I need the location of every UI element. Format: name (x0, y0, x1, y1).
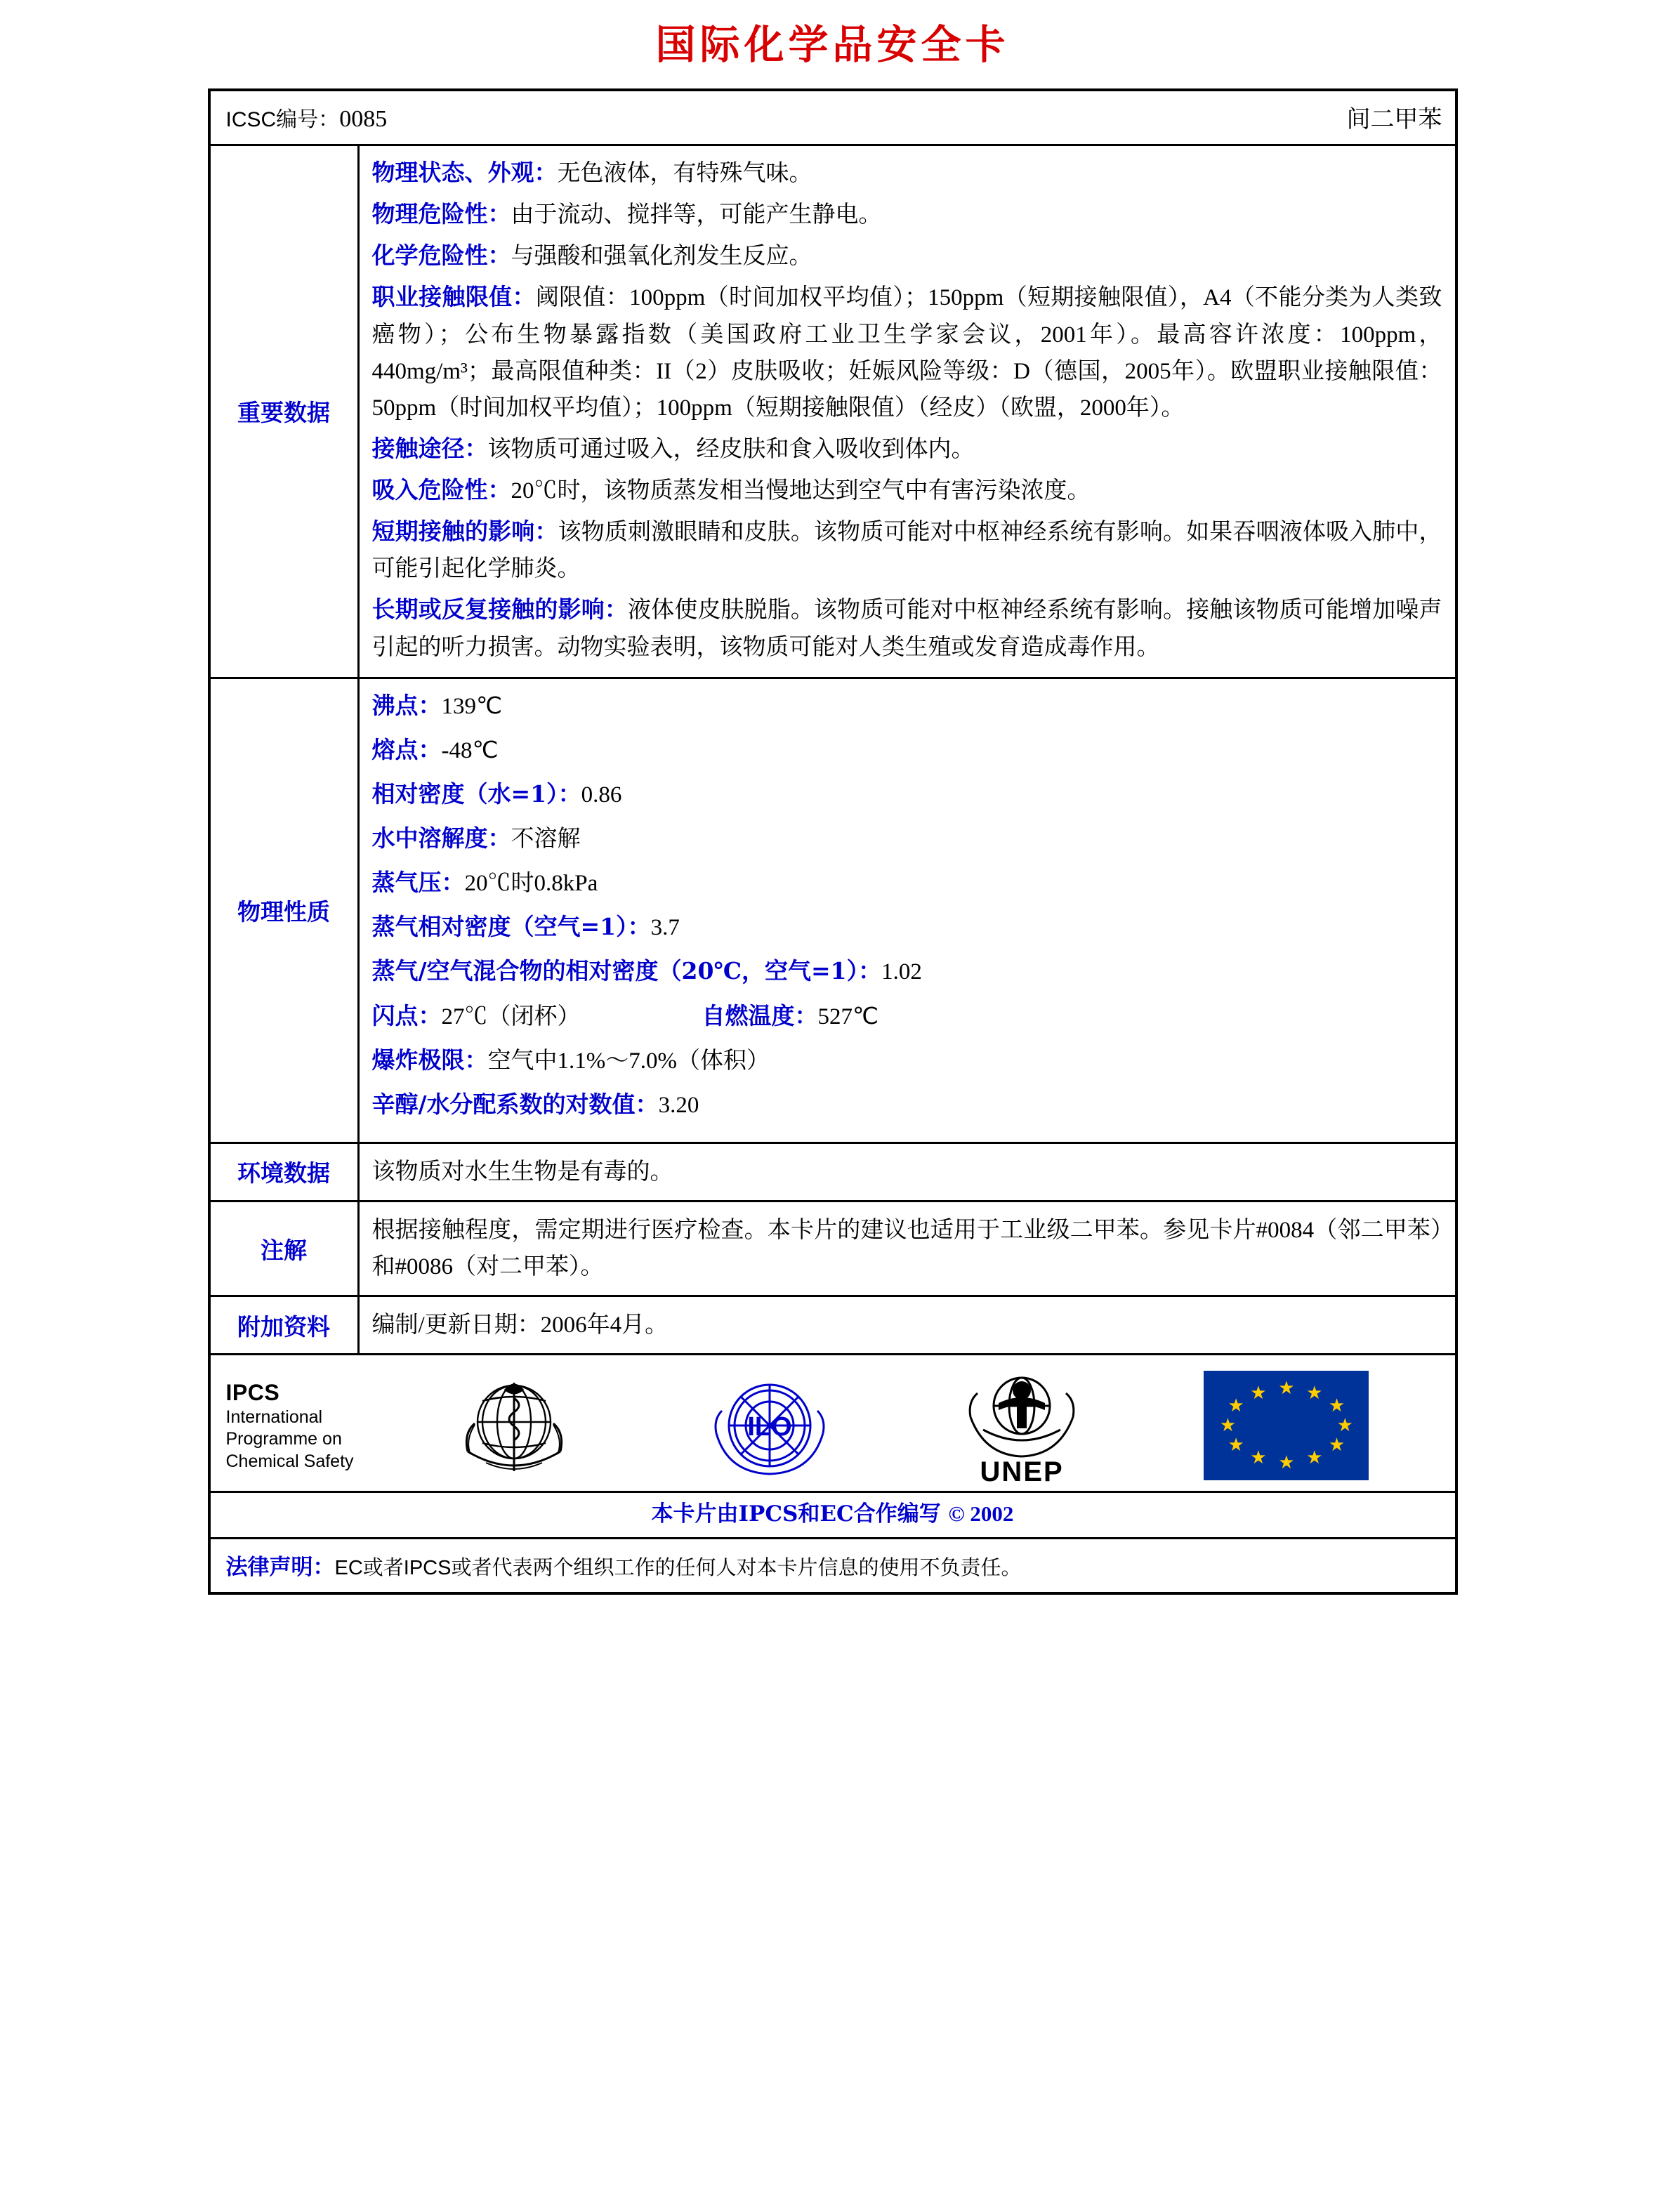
item-value: 20℃时，该物质蒸发相当慢地达到空气中有害污染浓度。 (511, 478, 1091, 503)
data-item (372, 1042, 1442, 1079)
copyright-text: © 2002 (948, 1501, 1014, 1527)
ipcs-line3: Chemical Safety (225, 1451, 354, 1471)
item-value: 3.20 (658, 1092, 699, 1118)
data-item (372, 953, 1442, 990)
section-content-notes (360, 1202, 1455, 1295)
section-notes (211, 1202, 1455, 1297)
item-value: 1.02 (881, 959, 922, 985)
item-value: 阈限值：100ppm（时间加权平均值）；150ppm（短期接触限值），A4（不能分类为人类致癌物）；公布生物暴露指数（美国政府工业卫生学家会议，2001年）。最高容许浓度：100ppm，440mg/m³；最高限值种类：II（2）皮肤吸收；妊娠风险等级：D（德国，2005年）。欧盟职业接触限值：50ppm（时间加权平均值）；100ppm（短期接触限值）（经皮）（欧盟，2000年）。 (371, 285, 1442, 421)
data-item (372, 513, 1442, 587)
ipcs-abbr: IPCS (225, 1380, 280, 1405)
item-key: 沸点： (371, 691, 442, 719)
data-item (372, 820, 1442, 857)
item-key: 物理危险性： (371, 200, 511, 228)
icsc-label: ICSC编号： (225, 107, 340, 131)
item-value: 3.7 (650, 915, 680, 941)
item-value: 空气中1.1%～7.0%（体积） (487, 1048, 770, 1074)
item-key: 蒸气/空气混合物的相对密度（20℃，空气=1）： (371, 957, 882, 985)
data-item (372, 279, 1442, 426)
section-label-notes: 注解 (211, 1202, 360, 1295)
section-label-environmental-data: 环境数据 (211, 1144, 360, 1200)
environmental-data-text: 该物质对水生生物是有毒的。 (371, 1159, 673, 1185)
data-item (372, 687, 1442, 725)
item-value: 与强酸和强氧化剂发生反应。 (511, 244, 812, 270)
icsc-number: 0085 (339, 105, 388, 132)
logo-strip (386, 1362, 1455, 1488)
unep-label: UNEP (980, 1456, 1064, 1488)
item-value: 该物质刺激眼睛和皮肤。该物质可能对中枢神经系统有影响。如果吞咽液体吸入肺中，可能引起化学肺炎。 (371, 520, 1442, 582)
svg-text:ILO: ILO (747, 1411, 792, 1442)
data-item (372, 196, 1442, 233)
item-value: -48℃ (441, 737, 499, 763)
page-title: 国际化学品安全卡 (655, 21, 1010, 68)
substance-name: 间二甲苯 (1346, 107, 1442, 133)
ipcs-line1: International (225, 1407, 323, 1427)
item-key: 相对密度（水=1）： (371, 779, 581, 808)
card-header (211, 91, 1455, 146)
item-key: 爆炸极限： (371, 1046, 488, 1074)
item-key: 职业接触限值： (371, 283, 536, 311)
item-key: 水中溶解度： (371, 824, 511, 852)
legal-notice (211, 1539, 1455, 1592)
section-content-important-data (360, 146, 1455, 677)
credit-text: 本卡片由IPCS和EC合作编写 (651, 1501, 941, 1527)
data-item (372, 776, 1442, 813)
section-label-additional-info: 附加资料 (211, 1297, 360, 1353)
data-item (372, 732, 1442, 769)
item-key: 吸入危险性： (371, 476, 511, 503)
credit-line (211, 1493, 1455, 1539)
item-key: 蒸气相对密度（空气=1）： (371, 913, 651, 941)
footer-logos-row (211, 1355, 1455, 1493)
unep-emblem-icon (955, 1362, 1088, 1488)
item-key: 化学危险性： (371, 242, 511, 270)
item-key: 蒸气压： (371, 869, 465, 897)
data-item (372, 864, 1442, 902)
item-value: 527℃ (817, 1003, 879, 1029)
section-physical-properties (211, 679, 1455, 1144)
autoignition-temp (702, 998, 879, 1035)
item-value: 不溶解 (511, 827, 581, 852)
section-content-additional-info (360, 1297, 1455, 1353)
flash-point (372, 998, 702, 1035)
section-content-physical-properties (360, 679, 1455, 1142)
notes-text: 根据接触程度，需定期进行医疗检查。本卡片的建议也适用于工业级二甲苯。参见卡片#0084（邻二甲苯）和#0086（对二甲苯）。 (371, 1218, 1442, 1280)
eu-flag-icon: ★ ★ ★ ★ ★ ★ ★ ★ ★ ★ ★ ★ (1204, 1371, 1369, 1480)
data-item (372, 472, 1442, 509)
data-item (372, 154, 1442, 192)
section-label-important-data: 重要数据 (211, 146, 360, 677)
who-emblem-icon (444, 1366, 584, 1485)
section-label-physical-properties: 物理性质 (211, 679, 360, 1142)
item-key: 自燃温度： (702, 1001, 818, 1029)
section-important-data (211, 146, 1455, 679)
data-item (372, 237, 1442, 275)
icsc-card (208, 88, 1458, 1595)
data-item (372, 909, 1442, 946)
additional-info-text: 编制/更新日期：2006年4月。 (371, 1312, 669, 1338)
section-content-environmental-data (360, 1144, 1455, 1200)
item-key: 辛醇/水分配系数的对数值： (371, 1090, 659, 1118)
item-value: 该物质可通过吸入，经皮肤和食入吸收到体内。 (487, 436, 975, 462)
item-value: 139℃ (441, 693, 503, 719)
ipcs-line2: Programme on (225, 1429, 342, 1449)
data-item-flash-autoignition (372, 998, 1442, 1035)
ilo-emblem-icon (699, 1366, 840, 1485)
item-value: 20℃时0.8kPa (464, 871, 598, 897)
icsc-number-block (226, 102, 388, 133)
section-additional-info (211, 1297, 1455, 1355)
item-key: 熔点： (371, 735, 442, 763)
item-value: 由于流动、搅拌等，可能产生静电。 (511, 202, 882, 228)
item-value: 0.86 (581, 782, 622, 808)
item-key: 接触途径： (371, 434, 488, 462)
item-key: 物理状态、外观： (371, 159, 558, 186)
item-value: 液体使皮肤脱脂。该物质可能对中枢神经系统有影响。接触该物质可能增加噪声引起的听力损害。动物实验表明，该物质可能对人类生殖或发育造成毒作用。 (371, 598, 1442, 660)
legal-label: 法律声明： (225, 1555, 335, 1581)
item-value: 无色液体，有特殊气味。 (557, 161, 812, 186)
item-key: 短期接触的影响： (371, 518, 558, 546)
item-key: 闪点： (371, 1001, 442, 1029)
data-item (372, 591, 1442, 665)
data-item (372, 1086, 1442, 1124)
legal-text: EC或者IPCS或者代表两个组织工作的任何人对本卡片信息的使用不负责任。 (334, 1557, 1022, 1580)
item-key: 长期或反复接触的影响： (371, 595, 628, 624)
section-environmental-data (211, 1144, 1455, 1202)
ipcs-block (211, 1378, 386, 1473)
data-item (372, 430, 1442, 468)
item-value: 27℃（闭杯） (441, 1003, 581, 1029)
